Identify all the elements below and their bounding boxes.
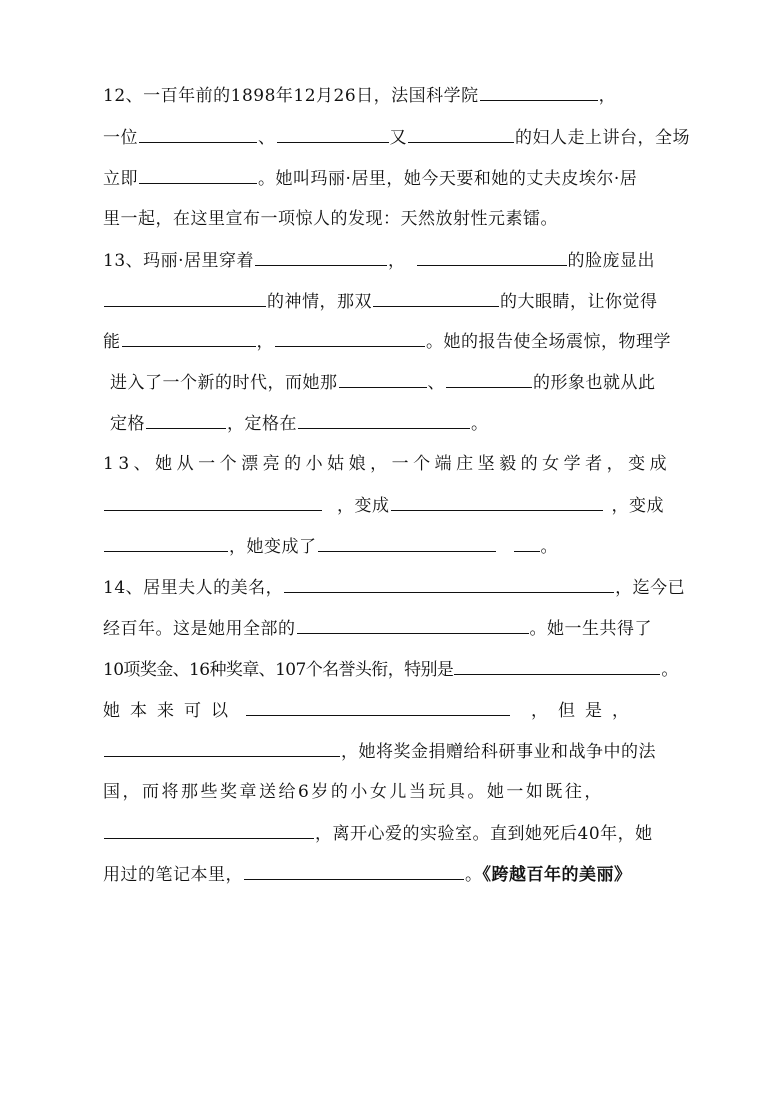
q13b-line-3	[103, 535, 558, 558]
q12-text: 的妇人走上讲台，全场	[515, 128, 690, 148]
q12-line-4	[103, 208, 558, 230]
q14-text: 她本来可以	[103, 701, 238, 721]
q13a-line-1	[103, 249, 655, 272]
answer-blank[interactable]	[255, 249, 387, 266]
q12-line-3	[103, 167, 637, 190]
q13a-text: 能	[103, 332, 121, 352]
q13a-line-5	[110, 412, 489, 435]
q14-line-2	[103, 617, 652, 640]
answer-blank[interactable]	[139, 167, 257, 184]
q12-text: 里一起，在这里宣布一项惊人的发现：天然放射性元素镭。	[103, 209, 558, 229]
q13a-text: 的形象也就从此	[533, 373, 656, 393]
answer-blank[interactable]	[480, 84, 598, 101]
answer-blank[interactable]	[318, 535, 496, 552]
q13b-text: ，变成	[337, 496, 390, 516]
q13a-text: ，定格在	[227, 414, 297, 434]
answer-blank[interactable]	[298, 412, 470, 429]
q13a-text: 。她的报告使全场震惊，物理学	[426, 332, 671, 352]
q14-text: 。	[465, 865, 483, 885]
q13a-text: ，	[388, 251, 406, 271]
q12-text: ，	[598, 86, 617, 106]
q13a-line-3	[103, 330, 671, 353]
q14-line-7	[103, 822, 653, 845]
answer-blank[interactable]	[446, 371, 532, 388]
q13a-text: 的脸庞显出	[567, 251, 656, 271]
q13a-line-2	[103, 290, 658, 313]
q14-text: ，但是，	[531, 701, 639, 721]
q14-line-3	[103, 658, 678, 681]
q14-text: 。	[661, 660, 678, 680]
answer-blank[interactable]	[104, 494, 322, 511]
q14-line-8	[103, 863, 632, 886]
q12-text: 立即	[103, 169, 138, 189]
q13a-text: 。	[471, 414, 489, 434]
answer-blank[interactable]	[373, 290, 499, 307]
answer-blank[interactable]	[297, 617, 529, 634]
q13b-text: ，她变成了	[229, 537, 317, 557]
answer-blank[interactable]	[408, 126, 514, 143]
q14-text: 用过的笔记本里，	[103, 865, 243, 885]
q13b-text: 。	[540, 537, 558, 557]
q13a-text: 的大眼睛，让你觉得	[500, 292, 658, 312]
answer-blank[interactable]	[514, 535, 540, 552]
answer-blank[interactable]	[104, 535, 228, 552]
answer-blank[interactable]	[417, 249, 567, 266]
q14-text: ，离开心爱的实验室。直到她死后40年，她	[315, 824, 653, 844]
q13b-text: 13、她从一个漂亮的小姑娘，一个端庄坚毅的女学者，变成	[103, 454, 672, 474]
q13a-text: ，	[256, 332, 274, 352]
answer-blank[interactable]	[122, 330, 256, 347]
q12-line-1	[103, 84, 616, 107]
q14-line-1	[103, 576, 685, 599]
answer-blank[interactable]	[244, 863, 464, 880]
q13a-line-4	[110, 371, 656, 394]
q14-line-5	[103, 740, 656, 763]
q14-text: 。她一生共得了	[529, 619, 652, 639]
q14-line-6	[103, 781, 604, 803]
answer-blank[interactable]	[104, 740, 340, 757]
q14-text: 国，而将那些奖章送给6岁的小女儿当玩具。她一如既往，	[103, 782, 604, 802]
answer-blank[interactable]	[246, 699, 510, 716]
answer-blank[interactable]	[104, 822, 314, 839]
answer-blank[interactable]	[339, 371, 427, 388]
q14-line-4	[103, 699, 639, 722]
q14-text: 10项奖金、16种奖章、107个名誉头衔，特别是	[103, 660, 454, 680]
answer-blank[interactable]	[104, 290, 266, 307]
q13b-line-1	[103, 453, 671, 475]
q14-text: 经百年。这是她用全部的	[103, 619, 296, 639]
answer-blank[interactable]	[391, 494, 603, 511]
answer-blank[interactable]	[275, 330, 425, 347]
q13a-text: 、	[427, 373, 445, 393]
q13b-line-2	[103, 494, 664, 517]
q13a-text: 进入了一个新的时代，而她那	[110, 373, 338, 393]
q12-text: 。她叫玛丽·居里，她今天要和她的丈夫皮埃尔·居	[258, 169, 638, 189]
q12-text: 12、一百年前的1898年12月26日，法国科学院	[103, 86, 479, 106]
q12-text: 、	[258, 128, 276, 148]
q12-text: 又	[389, 128, 407, 148]
answer-blank[interactable]	[284, 576, 614, 593]
q13b-text: ，变成	[611, 496, 664, 516]
q12-text: 一位	[103, 128, 138, 148]
q13a-text: 定格	[110, 414, 145, 434]
answer-blank[interactable]	[146, 412, 226, 429]
answer-blank[interactable]	[277, 126, 389, 143]
source-title: 《跨越百年的美丽》	[482, 865, 632, 885]
q14-text: 14、居里夫人的美名，	[103, 578, 284, 598]
q14-text: ，她将奖金捐赠给科研事业和战争中的法	[341, 742, 656, 762]
q13a-text: 13、玛丽·居里穿着	[103, 251, 255, 271]
q12-line-2	[103, 126, 690, 149]
q14-text: ，迄今已	[615, 578, 686, 598]
q13a-text: 的神情，那双	[267, 292, 372, 312]
answer-blank[interactable]	[454, 658, 660, 675]
answer-blank[interactable]	[139, 126, 257, 143]
